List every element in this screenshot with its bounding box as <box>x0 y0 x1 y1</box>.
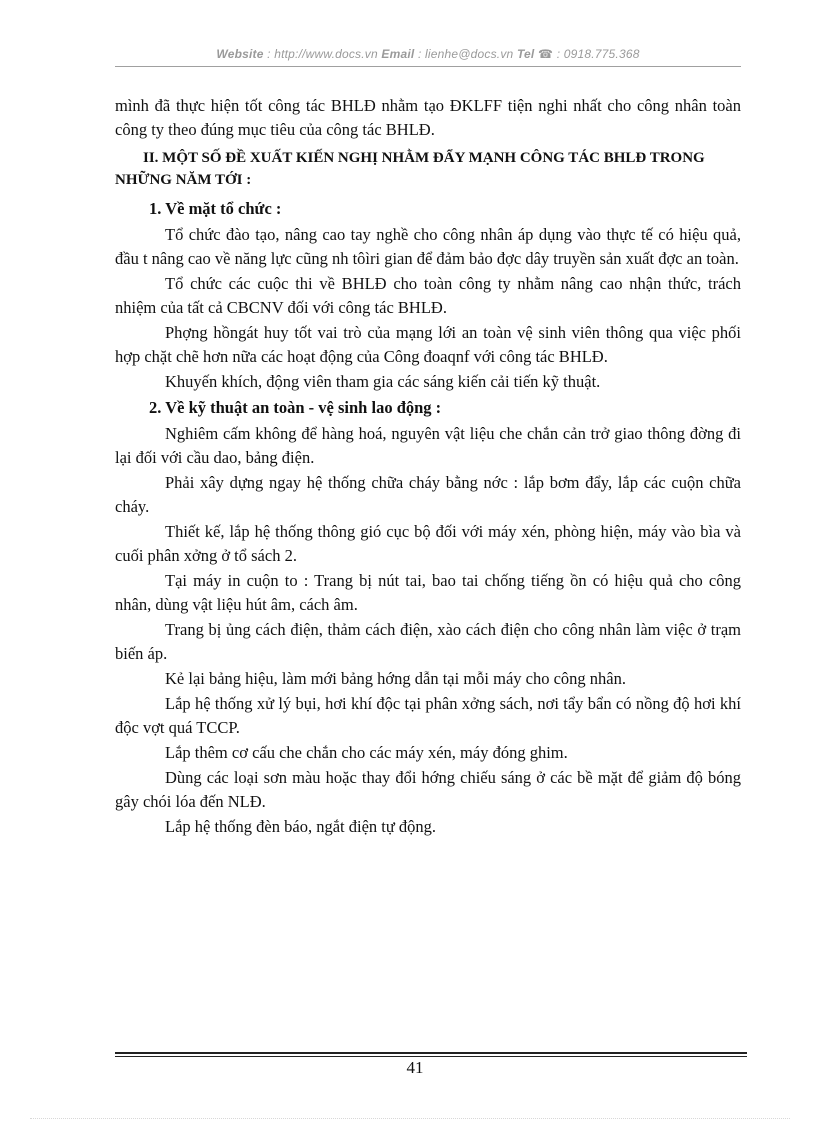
section-heading: II. MỘT SỐ ĐỀ XUẤT KIẾN NGHỊ NHẰM ĐẨY MẠNH CÔNG TÁC BHLĐ TRONG NHỮNG NĂM TỚI : <box>115 150 705 188</box>
intro-paragraph: mình đã thực hiện tốt công tác BHLĐ nhằm tạo ĐKLFF tiện nghi nhất cho công nhân toàn công ty theo đúng mục tiêu của công tác BHLĐ. <box>115 96 741 139</box>
paragraph: Lắp hệ thống xử lý bụi, hơi khí độc tại phân xởng sách, nơi tẩy bẩn có nồng độ hơi khí độc vợt quá TCCP. <box>115 694 741 737</box>
paragraph: Khuyến khích, động viên tham gia các sáng kiến cải tiến kỹ thuật. <box>165 372 601 391</box>
tel-label: Tel ☎ <box>516 47 554 61</box>
email-value[interactable]: : lienhe@docs.vn <box>417 47 514 61</box>
subsection-heading-organization: 1. Về mặt tổ chức : <box>149 199 282 218</box>
paragraph: Phợng hồngát huy tốt vai trò của mạng lới an toàn vệ sinh viên thông qua việc phối hợp chặt chẽ hơn nữa các hoạt động của Công đoaqnf với công tác BHLĐ. <box>115 323 741 366</box>
paragraph: Tại máy in cuộn to : Trang bị nút tai, bao tai chống tiếng ồn có hiệu quả cho công nhân, dùng vật liệu hút âm, cách âm. <box>115 571 741 614</box>
header-divider <box>115 66 741 67</box>
paragraph: Trang bị ủng cách điện, thảm cách điện, xào cách điện cho công nhân làm việc ở trạm biến áp. <box>115 620 741 663</box>
paragraph: Dùng các loại sơn màu hoặc thay đổi hớng chiếu sáng ở các bề mặt để giảm độ bóng gây chói lóa đến NLĐ. <box>115 768 741 811</box>
paragraph: Kẻ lại bảng hiệu, làm mới bảng hớng dẫn tại mỗi máy cho công nhân. <box>165 669 627 688</box>
paragraph: Nghiêm cấm không để hàng hoá, nguyên vật liệu che chắn cản trở giao thông đờng đi lại đối với cầu dao, bảng điện. <box>115 424 741 467</box>
website-label: Website <box>216 47 264 61</box>
paragraph: Phải xây dựng ngay hệ thống chữa cháy bằng nớc : lắp bơm đẩy, lắp các cuộn chữa cháy. <box>115 473 741 516</box>
footer-divider-thick <box>115 1052 747 1054</box>
page-header <box>115 47 741 61</box>
paragraph: Thiết kế, lắp hệ thống thông gió cục bộ đối với máy xén, phòng hiện, máy vào bìa và cuối phân xởng ở tổ sách 2. <box>115 522 741 565</box>
tel-value: : 0918.775.368 <box>556 47 640 61</box>
page-number: 41 <box>406 1058 424 1077</box>
document-body <box>115 94 741 840</box>
subsection-heading-safety: 2. Về kỹ thuật an toàn - vệ sinh lao động : <box>149 398 442 417</box>
footer-divider-thin <box>115 1056 747 1057</box>
email-label: Email <box>381 47 415 61</box>
bottom-dotted-line <box>30 1118 790 1119</box>
paragraph: Lắp hệ thống đèn báo, ngắt điện tự động. <box>165 817 437 836</box>
paragraph: Lắp thêm cơ cấu che chắn cho các máy xén, máy đóng ghim. <box>165 743 568 762</box>
paragraph: Tổ chức các cuộc thi về BHLĐ cho toàn công ty nhằm nâng cao nhận thức, trách nhiệm của tất cả CBCNV đối với công tác BHLĐ. <box>115 274 741 317</box>
paragraph: Tổ chức đào tạo, nâng cao tay nghề cho công nhân áp dụng vào thực tế có hiệu quả, đầu t nâng cao về năng lực cũng nh tôìri gian để đảm bảo đợc dây truyền sản xuất đợc an toàn. <box>115 225 741 268</box>
website-value[interactable]: : http://www.docs.vn <box>267 47 378 61</box>
